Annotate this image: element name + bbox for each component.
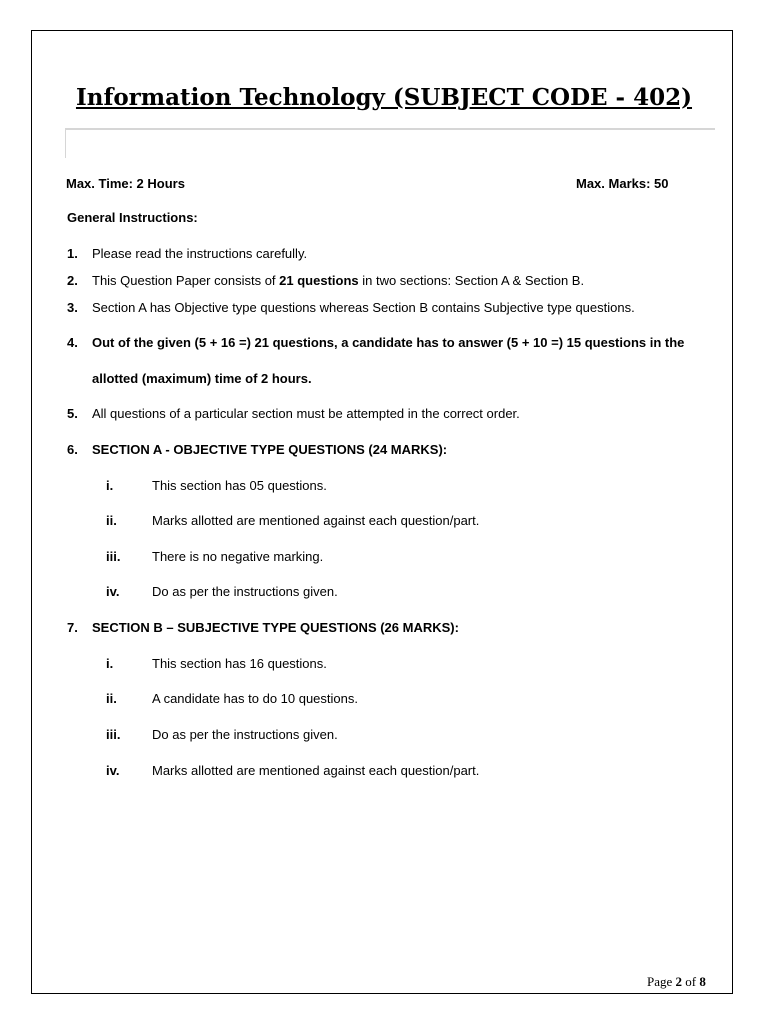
section-a-heading: SECTION A - OBJECTIVE TYPE QUESTIONS (24 MARKS): xyxy=(92,442,448,457)
instruction-text-part: in two sections: Section A & Section B. xyxy=(358,273,585,288)
instruction-number: 3. xyxy=(67,300,78,315)
section-a-item: Do as per the instructions given. xyxy=(152,584,338,599)
instruction-text: Out of the given (5 + 16 =) 21 questions, a candidate has to answer (5 + 10 =) 15 questions in the xyxy=(92,335,685,350)
instruction-text-bold: 21 questions xyxy=(279,273,359,288)
section-a-item: There is no negative marking. xyxy=(152,549,324,564)
instruction-number: 2. xyxy=(67,273,78,288)
roman-numeral: iii. xyxy=(106,549,121,564)
instruction-number: 4. xyxy=(67,335,78,350)
section-b-item: Marks allotted are mentioned against each question/part. xyxy=(152,763,480,778)
instruction-text: Please read the instructions carefully. xyxy=(92,246,308,261)
instruction-number: 5. xyxy=(67,406,78,421)
roman-numeral: iv. xyxy=(106,584,120,599)
instruction-text xyxy=(92,273,584,288)
section-a-item: This section has 05 questions. xyxy=(152,478,327,493)
page-title: Information Technology (SUBJECT CODE - 402) xyxy=(75,84,693,111)
max-time: Max. Time: 2 Hours xyxy=(66,176,185,191)
instruction-text-continued: allotted (maximum) time of 2 hours. xyxy=(92,371,312,386)
instruction-number: 6. xyxy=(67,442,78,457)
page-word: Page xyxy=(647,974,676,989)
section-a-item: Marks allotted are mentioned against each question/part. xyxy=(152,513,480,528)
general-instructions-heading: General Instructions: xyxy=(67,210,198,225)
page-border xyxy=(31,30,733,994)
page-number xyxy=(647,974,706,990)
roman-numeral: iii. xyxy=(106,727,121,742)
roman-numeral: ii. xyxy=(106,691,117,706)
current-page: 2 xyxy=(675,974,683,989)
divider xyxy=(65,128,715,130)
roman-numeral: ii. xyxy=(106,513,117,528)
instruction-number: 1. xyxy=(67,246,78,261)
instruction-text-part: This Question Paper consists of xyxy=(92,273,280,288)
roman-numeral: iv. xyxy=(106,763,120,778)
roman-numeral: i. xyxy=(106,656,114,671)
divider-tick xyxy=(65,128,66,158)
max-marks: Max. Marks: 50 xyxy=(576,176,669,191)
section-b-heading: SECTION B – SUBJECTIVE TYPE QUESTIONS (26 MARKS): xyxy=(92,620,459,635)
instruction-text: All questions of a particular section must be attempted in the correct order. xyxy=(92,406,520,421)
of-word: of xyxy=(682,974,700,989)
total-pages: 8 xyxy=(699,974,706,989)
section-b-item: Do as per the instructions given. xyxy=(152,727,338,742)
roman-numeral: i. xyxy=(106,478,114,493)
instruction-text: Section A has Objective type questions whereas Section B contains Subjective type questions. xyxy=(92,300,635,315)
section-b-item: A candidate has to do 10 questions. xyxy=(152,691,358,706)
section-b-item: This section has 16 questions. xyxy=(152,656,327,671)
instruction-number: 7. xyxy=(67,620,78,635)
